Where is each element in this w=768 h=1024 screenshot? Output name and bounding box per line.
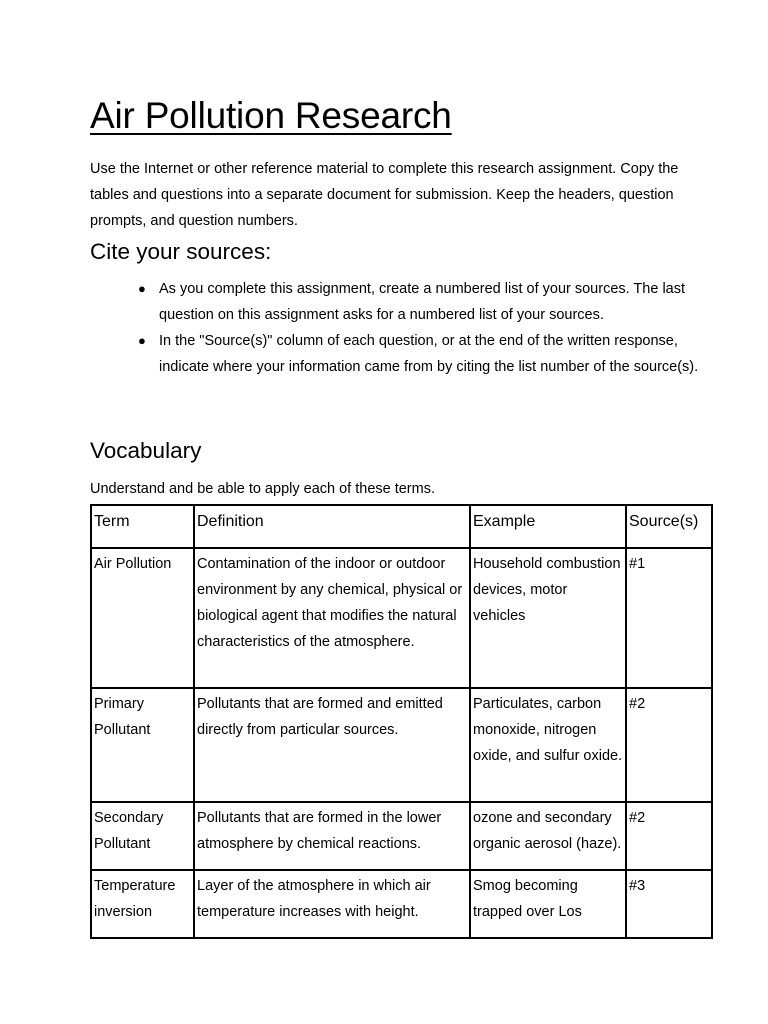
cell-term: Temperature inversion	[91, 870, 194, 938]
cell-example: ozone and secondary organic aerosol (haze).	[470, 802, 626, 870]
table-row	[91, 802, 712, 870]
document-title: Air Pollution Research	[90, 95, 452, 136]
cell-definition: Contamination of the indoor or outdoor environment by any chemical, physical or biological agent that modifies the natural characteristics of the atmosphere.	[194, 548, 470, 688]
header-term: Term	[91, 505, 194, 548]
cell-term: Air Pollution	[91, 548, 194, 688]
header-definition: Definition	[194, 505, 470, 548]
cell-source: #1	[626, 548, 712, 688]
cite-sources-heading: Cite your sources:	[90, 239, 272, 264]
vocabulary-table	[90, 504, 713, 939]
header-sources: Source(s)	[626, 505, 712, 548]
table-row	[91, 548, 712, 688]
cell-definition: Layer of the atmosphere in which air temperature increases with height.	[194, 870, 470, 938]
intro-paragraph: Use the Internet or other reference material to complete this research assignment. Copy the tables and questions into a separate document for submission. Keep the headers, question prompts, and question numbers.	[90, 161, 679, 229]
cell-source: #3	[626, 870, 712, 938]
bullet-text: As you complete this assignment, create a numbered list of your sources. The last question on this assignment asks for a numbered list of your sources.	[159, 281, 686, 323]
table-row	[91, 870, 712, 938]
list-item	[90, 276, 699, 328]
cell-definition: Pollutants that are formed in the lower atmosphere by chemical reactions.	[194, 802, 470, 870]
cell-example: Smog becoming trapped over Los	[470, 870, 626, 938]
header-example: Example	[470, 505, 626, 548]
vocabulary-heading: Vocabulary	[90, 438, 202, 463]
vocabulary-intro: Understand and be able to apply each of these terms.	[90, 481, 435, 497]
cell-source: #2	[626, 802, 712, 870]
bullet-icon: ●	[138, 333, 146, 348]
bullet-text: In the "Source(s)" column of each question, or at the end of the written response, indicate where your information came from by citing the list number of the source(s).	[159, 333, 699, 375]
table-row	[91, 688, 712, 802]
cell-source: #2	[626, 688, 712, 802]
cell-term: Primary Pollutant	[91, 688, 194, 802]
list-item	[90, 328, 699, 380]
cell-term: Secondary Pollutant	[91, 802, 194, 870]
table-header-row	[91, 505, 712, 548]
bullet-icon: ●	[138, 281, 146, 296]
cell-example: Particulates, carbon monoxide, nitrogen oxide, and sulfur oxide.	[470, 688, 626, 802]
cite-sources-list	[90, 276, 710, 380]
cell-example: Household combustion devices, motor vehicles	[470, 548, 626, 688]
cell-definition: Pollutants that are formed and emitted directly from particular sources.	[194, 688, 470, 802]
